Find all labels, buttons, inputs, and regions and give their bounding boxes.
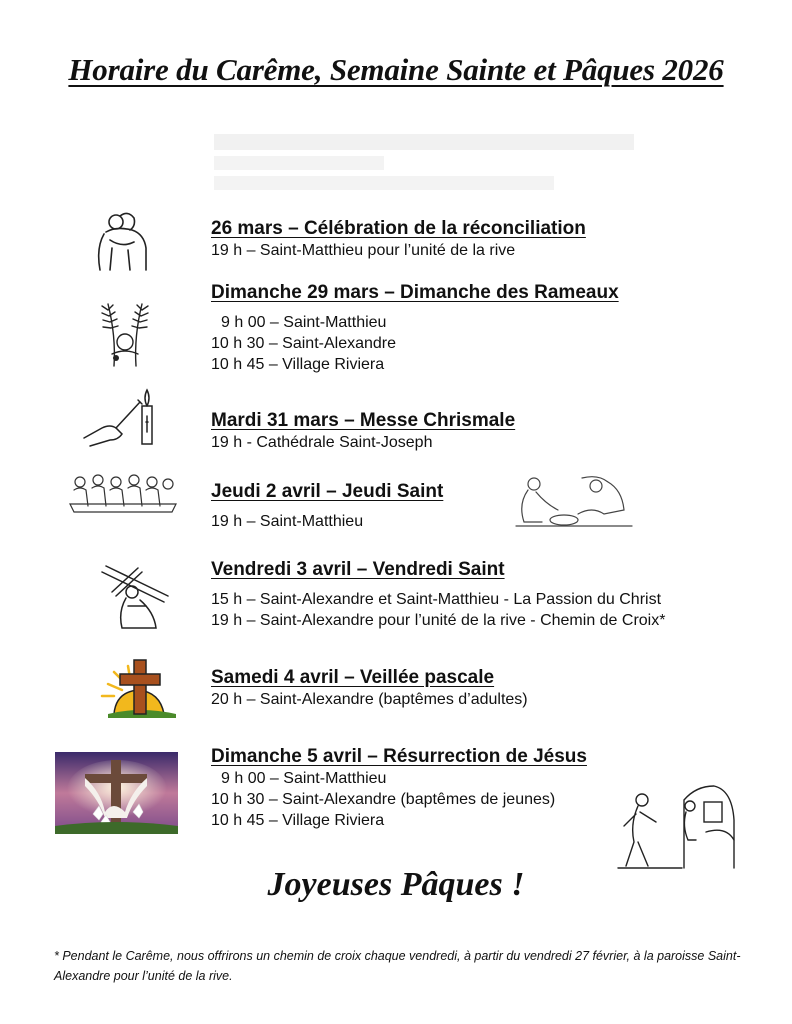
empty-tomb-icon [616, 780, 736, 872]
section-resurrection [211, 746, 587, 831]
schedule-line: 19 h – Saint-Alexandre pour l’unité de la rive - Chemin de Croix* [211, 612, 666, 629]
closing-greeting: Joyeuses Pâques ! [267, 866, 525, 903]
palm-branches-icon [92, 296, 158, 370]
section-heading: Mardi 31 mars – Messe Chrismale [211, 410, 516, 431]
schedule-line: 15 h – Saint-Alexandre et Saint-Matthieu - La Passion du Christ [211, 591, 662, 608]
section-rameaux [211, 282, 619, 375]
section-vendredi-saint [211, 559, 665, 631]
section-messe-chrismale [211, 410, 515, 453]
schedule-line: 20 h – Saint-Alexandre (baptêmes d’adultes) [211, 691, 528, 708]
schedule-line: 19 h – Saint-Matthieu pour l’unité de la rive [211, 242, 516, 259]
section-heading: Jeudi 2 avril – Jeudi Saint [211, 481, 444, 502]
section-heading: 26 mars – Célébration de la réconciliation [211, 218, 586, 239]
schedule-line: 10 h 45 – Village Riviera [211, 812, 385, 829]
reconciliation-embrace-icon [88, 208, 158, 274]
candle-lighting-icon [82, 386, 164, 448]
section-heading: Dimanche 5 avril – Résurrection de Jésus [211, 746, 587, 767]
sunrise-cross-icon [100, 656, 180, 718]
section-heading: Samedi 4 avril – Veillée pascale [211, 667, 495, 688]
page-title: Horaire du Carême, Semaine Sainte et Pâques 2026 [68, 52, 724, 87]
section-veillee-pascale [211, 667, 528, 710]
section-reconciliation [211, 218, 586, 261]
schedule-line: 10 h 45 – Village Riviera [211, 356, 385, 373]
schedule-line: 10 h 30 – Saint-Alexandre [211, 335, 397, 352]
schedule-line: 19 h - Cathédrale Saint-Joseph [211, 434, 433, 451]
faded-background-text [214, 128, 644, 196]
section-jeudi-saint [211, 481, 443, 532]
section-heading: Vendredi 3 avril – Vendredi Saint [211, 559, 505, 580]
resurrection-cross-lilies-icon [55, 752, 178, 834]
schedule-line: 19 h – Saint-Matthieu [211, 513, 364, 530]
footnote: * Pendant le Carême, nous offrirons un chemin de croix chaque vendredi, à partir du vendredi 27 février, à la paroisse Saint-Alexandre pour l’unité de la rive. [54, 949, 741, 983]
cross-bearing-icon [98, 562, 170, 632]
last-supper-icon [68, 470, 178, 518]
section-heading: Dimanche 29 mars – Dimanche des Rameaux [211, 282, 619, 303]
schedule-line: 10 h 30 – Saint-Alexandre (baptêmes de jeunes) [211, 791, 556, 808]
foot-washing-icon [512, 470, 636, 532]
schedule-line: 9 h 00 – Saint-Matthieu [221, 770, 387, 787]
schedule-line: 9 h 00 – Saint-Matthieu [221, 314, 387, 331]
